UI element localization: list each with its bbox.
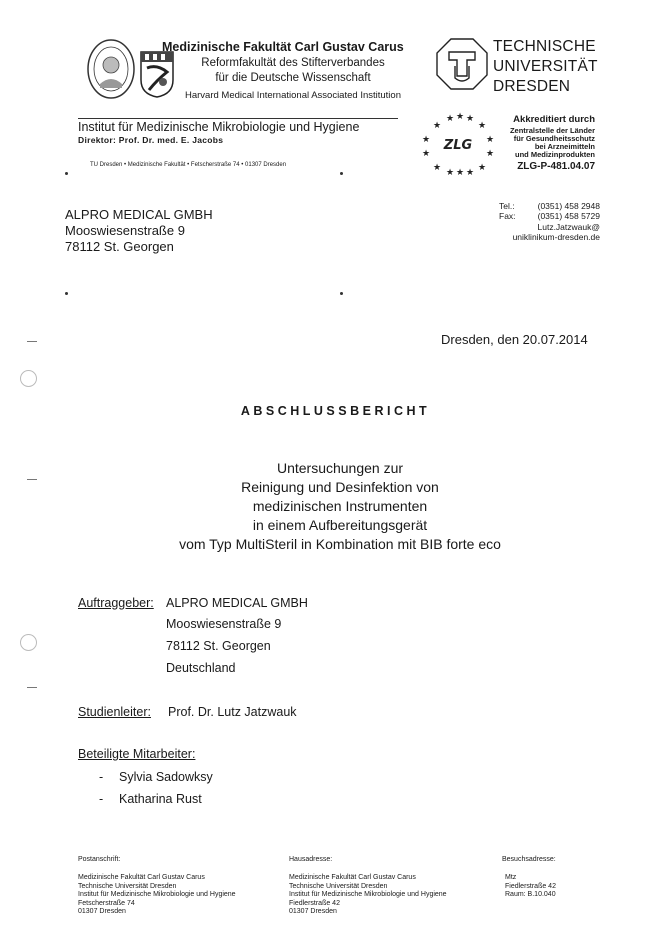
staff-bullet: -	[99, 770, 104, 784]
footer-house-line: 01307 Dresden	[289, 908, 337, 915]
tu-name-line-2: UNIVERSITÄT	[493, 58, 598, 75]
footer-post-address	[78, 874, 236, 917]
svg-text:★: ★	[486, 135, 495, 145]
svg-text:★: ★	[456, 112, 465, 122]
client-line-2: Mooswiesenstraße 9	[166, 617, 282, 631]
footer-visit-line: Raum: B.10.040	[505, 891, 556, 898]
email-line-2: uniklinikum-dresden.de	[512, 232, 600, 242]
institute-address-line: TU Dresden • Medizinische Fakultät • Fetscherstraße 74 • 01307 Dresden	[90, 162, 287, 168]
report-title: ABSCHLUSSBERICHT	[240, 404, 431, 418]
faculty-line-2: für die Deutsche Wissenschaft	[215, 72, 371, 84]
client-line-1: ALPRO MEDICAL GMBH	[166, 596, 308, 610]
staff-bullet: -	[99, 792, 104, 806]
accreditation-code: ZLG-P-481.04.07	[517, 161, 595, 172]
footer-post-line: Fetscherstraße 74	[78, 899, 135, 907]
zlg-accreditation-logo	[418, 112, 498, 176]
tu-name-line-1: TECHNISCHE	[493, 38, 596, 55]
study-lead-label: Studienleiter:	[78, 705, 151, 719]
carus-seal-logo	[86, 38, 136, 100]
subject-line-4: in einem Aufbereitungsgerät	[252, 517, 428, 533]
footer-house-line: Fiedlerstraße 42	[289, 899, 340, 907]
faculty-harvard-line: Harvard Medical International Associated Institution	[185, 90, 401, 101]
margin-fold-mark	[27, 479, 37, 480]
subject-line-2: Reinigung und Desinfektion von	[241, 479, 439, 495]
email-line-1: Lutz.Jatzwauk@	[537, 222, 600, 232]
subject-line-1: Untersuchungen zur	[276, 460, 404, 476]
client-line-3: 78112 St. Georgen	[166, 639, 271, 653]
svg-text:★: ★	[422, 149, 431, 159]
tel-number: (0351) 458 2948	[537, 201, 600, 211]
fold-mark	[340, 292, 343, 295]
accreditation-line-3: bei Arzneimitteln	[534, 142, 595, 151]
recipient-line-3: 78112 St. Georgen	[65, 239, 174, 254]
footer-house-address	[289, 874, 447, 917]
accreditation-title: Akkreditiert durch	[513, 114, 595, 125]
recipient-line-2: Mooswiesenstraße 9	[65, 223, 185, 238]
institute-director: Direktor: Prof. Dr. med. E. Jacobs	[78, 135, 224, 145]
institute-divider	[78, 118, 398, 119]
punch-hole	[20, 370, 37, 387]
footer-post-line: Technische Universität Dresden	[78, 882, 177, 890]
staff-member: Sylvia Sadowksy	[119, 770, 213, 784]
staff-member: Katharina Rust	[119, 792, 202, 806]
tu-name-line-3: DRESDEN	[493, 78, 571, 95]
svg-text:★: ★	[478, 163, 487, 173]
fax-number: (0351) 458 5729	[537, 211, 600, 221]
fold-mark	[65, 172, 68, 175]
institute-name: Institut für Medizinische Mikrobiologie und Hygiene	[78, 120, 360, 134]
margin-fold-mark	[27, 341, 37, 342]
fold-mark	[340, 172, 343, 175]
footer-post-heading: Postanschrift:	[78, 856, 121, 863]
svg-text:★: ★	[466, 168, 475, 176]
recipient-line-1: ALPRO MEDICAL GMBH	[65, 207, 213, 222]
svg-text:★: ★	[433, 121, 442, 131]
svg-text:★: ★	[456, 168, 465, 176]
footer-visit-heading: Besuchsadresse:	[502, 856, 556, 863]
footer-house-line: Medizinische Fakultät Carl Gustav Carus	[289, 874, 416, 881]
footer-house-line: Institut für Medizinische Mikrobiologie und Hygiene	[289, 891, 447, 898]
margin-fold-mark	[27, 687, 37, 688]
punch-hole	[20, 634, 37, 651]
fold-mark	[65, 292, 68, 295]
accreditation-line-2: für Gesundheitsschutz	[513, 134, 595, 143]
subject-line-5: vom Typ MultiSteril in Kombination mit BIB forte eco	[179, 536, 501, 552]
svg-text:★: ★	[478, 121, 487, 131]
footer-post-line: 01307 Dresden	[78, 908, 126, 915]
svg-text:★: ★	[446, 114, 455, 124]
study-lead-name: Prof. Dr. Lutz Jatzwauk	[168, 705, 297, 719]
accreditation-line-1: Zentralstelle der Länder	[509, 126, 595, 135]
svg-text:★: ★	[433, 163, 442, 173]
tu-dresden-logo	[436, 38, 488, 90]
client-label: Auftraggeber:	[78, 596, 154, 610]
client-line-4: Deutschland	[166, 661, 236, 675]
footer-visit-line: Mtz	[505, 874, 517, 881]
svg-text:★: ★	[422, 135, 431, 145]
date-line: Dresden, den 20.07.2014	[441, 332, 588, 347]
svg-text:★: ★	[466, 114, 475, 124]
zlg-logo-text: ZLG	[443, 138, 473, 153]
accreditation-line-4: und Medizinprodukten	[515, 150, 595, 159]
staff-label: Beteiligte Mitarbeiter:	[78, 747, 196, 761]
faculty-title: Medizinische Fakultät Carl Gustav Carus	[162, 40, 404, 54]
fax-label: Fax:	[499, 211, 516, 221]
footer-house-heading: Hausadresse:	[289, 856, 333, 863]
faculty-line-1: Reformfakultät des Stifterverbandes	[201, 57, 385, 69]
footer-visit-line: Fiedlerstraße 42	[505, 882, 556, 890]
svg-text:★: ★	[446, 168, 455, 176]
svg-text:★: ★	[486, 149, 495, 159]
footer-visit-address	[505, 874, 556, 900]
footer-post-line: Medizinische Fakultät Carl Gustav Carus	[78, 874, 205, 881]
tel-label: Tel.:	[499, 201, 515, 211]
footer-house-line: Technische Universität Dresden	[289, 882, 388, 890]
footer-post-line: Institut für Medizinische Mikrobiologie und Hygiene	[78, 891, 236, 898]
subject-line-3: medizinischen Instrumenten	[252, 498, 428, 514]
